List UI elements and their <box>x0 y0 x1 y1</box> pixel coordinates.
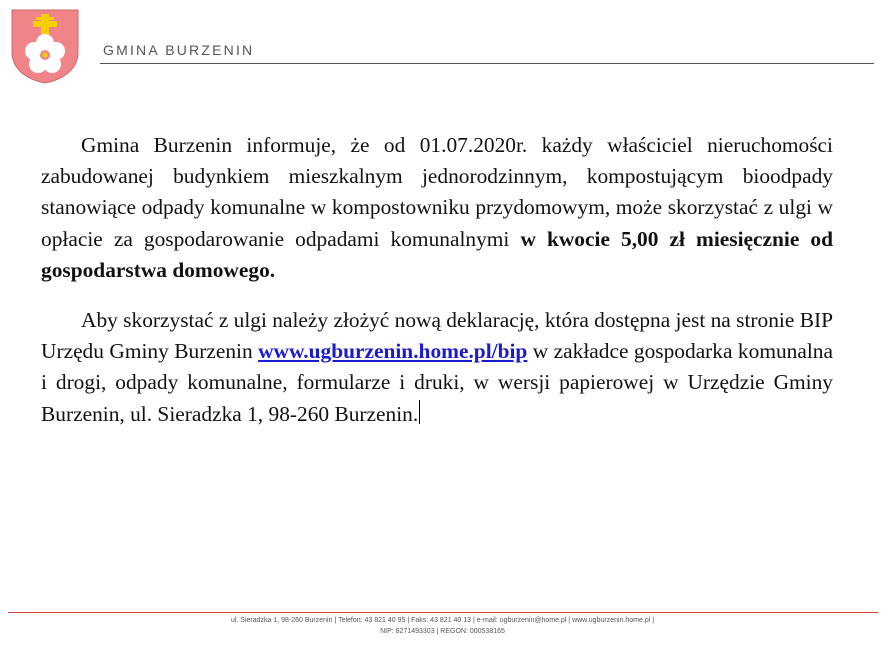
org-name: GMINA BURZENIN <box>103 42 255 58</box>
footer-contact-line: ul. Sieradzka 1, 98-260 Burzenin | Telefon: 43 821 40 95 | Faks: 43 821 40 13 | e-mail: ugburzenin@home.pl | www.ugburzenin.home.pl | <box>230 617 655 624</box>
header-divider <box>100 63 874 64</box>
letterhead <box>0 0 885 90</box>
paragraph-2-text-before: Aby skorzystać z ulgi należy złożyć nową deklarację, która dostępna jest na stronie BIP Urzędu Gminy Burzenin <box>41 308 833 364</box>
bip-link[interactable]: www.ugburzenin.home.pl/bip <box>258 339 528 364</box>
footer-registry-line: NIP: 8271493303 | REGON: 000538165 <box>380 628 505 635</box>
announcement-body <box>41 130 833 449</box>
paragraph-2 <box>41 305 833 430</box>
text-cursor <box>419 400 420 424</box>
fee-amount-text: w kwocie 5,00 zł miesięcznie od gospodarstwa domowego. <box>41 226 833 282</box>
paragraph-2-text-after: w zakładce gospodarka komunalna i drogi, odpady komunalne, formularze i druki, w wersji papierowej w Urzędzie Gminy Burzenin, ul. Sieradzka 1, 98-260 Burzenin. <box>41 339 833 426</box>
gmina-burzenin-coat-of-arms-icon <box>10 8 80 84</box>
paragraph-1 <box>41 130 833 286</box>
paragraph-1-text: Gmina Burzenin informuje, że od 01.07.2020r. każdy właściciel nieruchomości zabudowanej budynkiem mieszkalnym jednorodzinnym, kompostującym bioodpady stanowiące odpady komunalne w kompostowniku przydomowym, może skorzystać z ulgi w opłacie za gospodarowanie odpadami komunalnymi <box>41 133 833 251</box>
footer-divider <box>8 612 878 613</box>
footer <box>0 615 885 637</box>
